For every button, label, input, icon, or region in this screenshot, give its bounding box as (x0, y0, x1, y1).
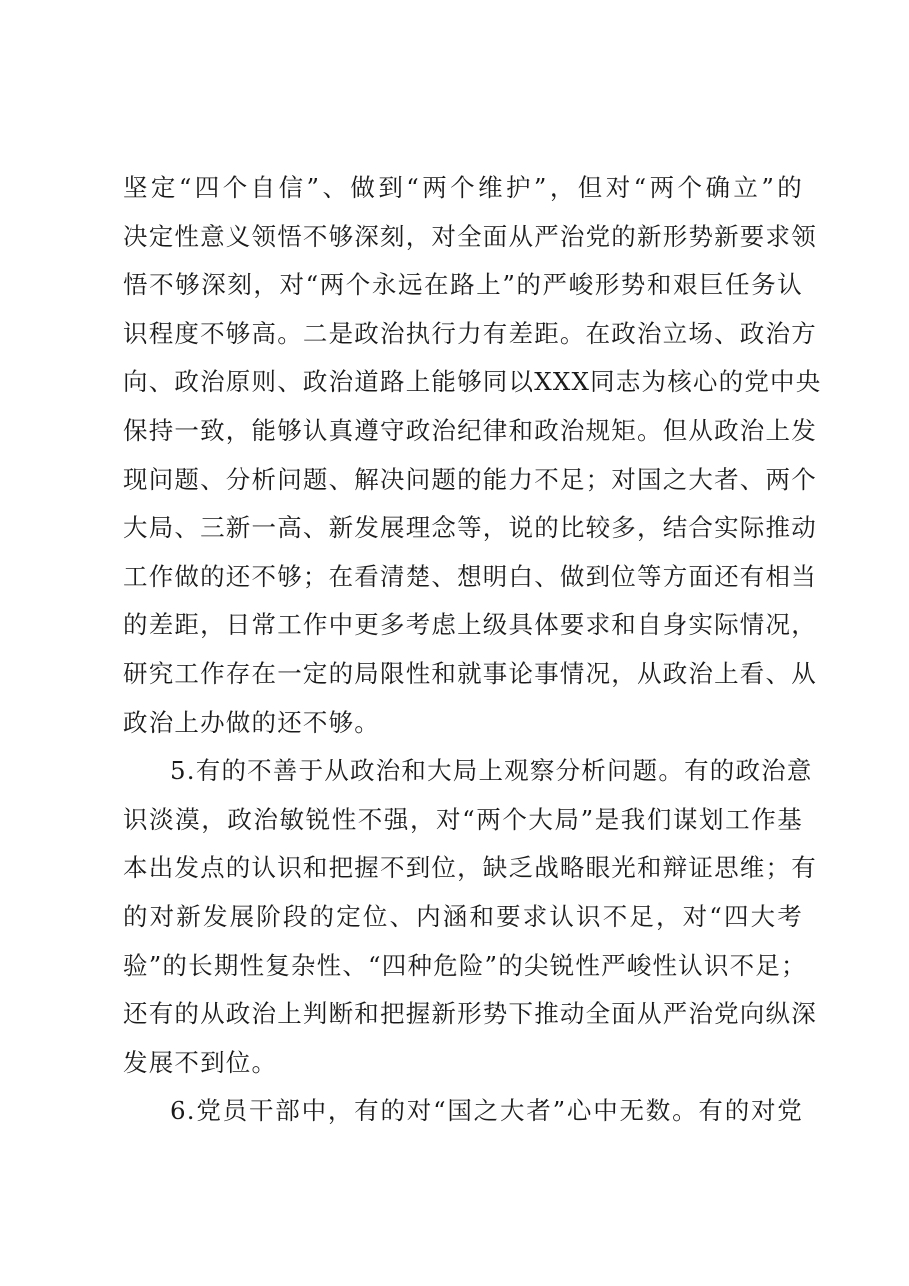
text-line: 的对新发展阶段的定位、内涵和要求认识不足，对“四大考 (123, 901, 803, 931)
text-line: 发展不到位。 (123, 1047, 278, 1077)
text-line: 坚定“四个自信”、做到“两个维护”，但对“两个确立”的 (123, 173, 803, 202)
text-line: 政治上办做的还不够。 (123, 707, 380, 737)
text-line: 验”的长期性复杂性、“四种危险”的尖锐性严峻性认识不足； (123, 950, 807, 980)
text-line: 的差距，日常工作中更多考虑上级具体要求和自身实际情况， (123, 610, 817, 640)
text-line: 悟不够深刻，对“两个永远在路上”的严峻形势和艰巨任务认 (123, 270, 803, 300)
paragraph-6-first-line: 6.党员干部中，有的对“国之大者”心中无数。有的对党 (170, 1096, 803, 1126)
text-line: 还有的从政治上判断和把握新形势下推动全面从严治党向纵深 (123, 999, 817, 1029)
text-line: 本出发点的认识和把握不到位，缺乏战略眼光和辩证思维；有 (123, 853, 817, 883)
text-line: 向、政治原则、政治道路上能够同以XXX同志为核心的党中央 (123, 367, 822, 397)
text-line: 识淡漠，政治敏锐性不强，对“两个大局”是我们谋划工作基 (123, 804, 803, 834)
text-line: 研究工作存在一定的局限性和就事论事情况，从政治上看、从 (123, 658, 817, 688)
body-text (123, 164, 822, 1136)
text-line: 决定性意义领悟不够深刻，对全面从严治党的新形势新要求领 (123, 221, 817, 251)
text-line: 大局、三新一高、新发展理念等，说的比较多，结合实际推动 (123, 513, 817, 543)
text-line: 现问题、分析问题、解决问题的能力不足；对国之大者、两个 (123, 464, 817, 494)
text-line: 工作做的还不够；在看清楚、想明白、做到位等方面还有相当 (123, 561, 817, 591)
text-line: 保持一致，能够认真遵守政治纪律和政治规矩。但从政治上发 (123, 415, 817, 445)
paragraph-5-first-line: 5.有的不善于从政治和大局上观察分析问题。有的政治意 (170, 756, 813, 786)
text-line: 识程度不够高。二是政治执行力有差距。在政治立场、政治方 (123, 318, 817, 348)
